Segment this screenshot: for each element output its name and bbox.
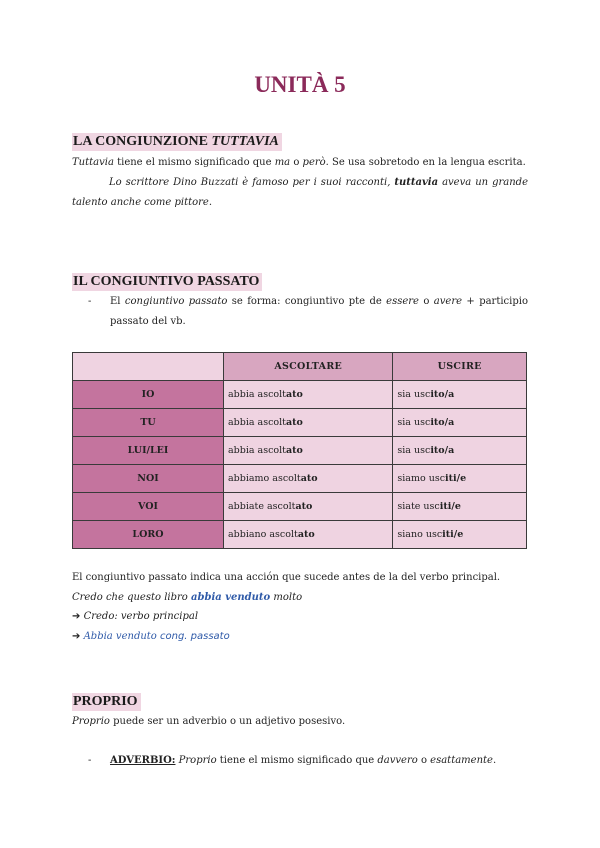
table-row — [73, 465, 527, 493]
ascoltare-cell: abbiate ascoltato — [224, 493, 393, 521]
table-header-empty — [73, 353, 224, 381]
table-header-uscire: USCIRE — [393, 353, 527, 381]
pronoun-cell: LORO — [73, 521, 224, 549]
adverbio-label: ADVERBIO: — [110, 755, 176, 766]
ascoltare-cell: abbia ascoltato — [224, 381, 393, 409]
proprio-definition: Proprio puede ser un adverbio o un adjetivo posesivo. — [72, 716, 346, 727]
uscire-cell: sia uscito/a — [393, 409, 527, 437]
pronoun-cell: IO — [73, 381, 224, 409]
section-heading-congiuntivo: IL CONGIUNTIVO PASSATO — [72, 273, 262, 291]
uscire-cell: siano usciti/e — [393, 521, 527, 549]
arrow-right-icon: ➔ — [72, 631, 81, 642]
tuttavia-example: Lo scrittore Dino Buzzati è famoso per i suoi racconti, tuttavia aveva un grande talento anche come pittore. — [72, 177, 528, 208]
ascoltare-cell: abbiamo ascoltato — [224, 465, 393, 493]
section-heading-proprio: PROPRIO — [72, 693, 141, 711]
table-row — [73, 493, 527, 521]
table-header-row — [73, 353, 527, 381]
pronoun-cell: NOI — [73, 465, 224, 493]
congiuntivo-formation-bullet: - El congiuntivo passato se forma: congiuntivo pte de essere o avere + participio passato del vb. — [88, 296, 528, 327]
uscire-cell: sia uscito/a — [393, 437, 527, 465]
pronoun-cell: TU — [73, 409, 224, 437]
conjugation-table — [72, 352, 527, 549]
ascoltare-cell: abbia ascoltato — [224, 437, 393, 465]
uscire-cell: siate usciti/e — [393, 493, 527, 521]
table-row — [73, 381, 527, 409]
pronoun-cell: LUI/LEI — [73, 437, 224, 465]
table-row — [73, 437, 527, 465]
page-title: UNITÀ 5 — [254, 72, 346, 97]
pronoun-cell: VOI — [73, 493, 224, 521]
congiuntivo-usage-note: El congiuntivo passato indica una acción que sucede antes de la del verbo principal. — [72, 572, 501, 583]
arrow-right-icon: ➔ — [72, 611, 81, 622]
ascoltare-cell: abbia ascoltato — [224, 409, 393, 437]
arrow-note-principal: ➔ Credo: verbo principal — [72, 611, 199, 622]
tuttavia-definition: Tuttavia tiene el mismo significado que ma o però. Se usa sobretodo en la lengua escrita. — [72, 157, 526, 168]
table-header-ascoltare: ASCOLTARE — [224, 353, 393, 381]
uscire-cell: siamo usciti/e — [393, 465, 527, 493]
section-heading-tuttavia: LA CONGIUNZIONE TUTTAVIA — [72, 133, 282, 151]
uscire-cell: sia uscito/a — [393, 381, 527, 409]
arrow-note-passato: ➔ Abbia venduto cong. passato — [72, 631, 230, 642]
congiuntivo-example: Credo che questo libro abbia venduto molto — [72, 592, 303, 603]
table-row — [73, 521, 527, 549]
table-row — [73, 409, 527, 437]
proprio-adverbio-bullet: - ADVERBIO: Proprio tiene el mismo significado que davvero o esattamente. — [88, 755, 497, 766]
ascoltare-cell: abbiano ascoltato — [224, 521, 393, 549]
